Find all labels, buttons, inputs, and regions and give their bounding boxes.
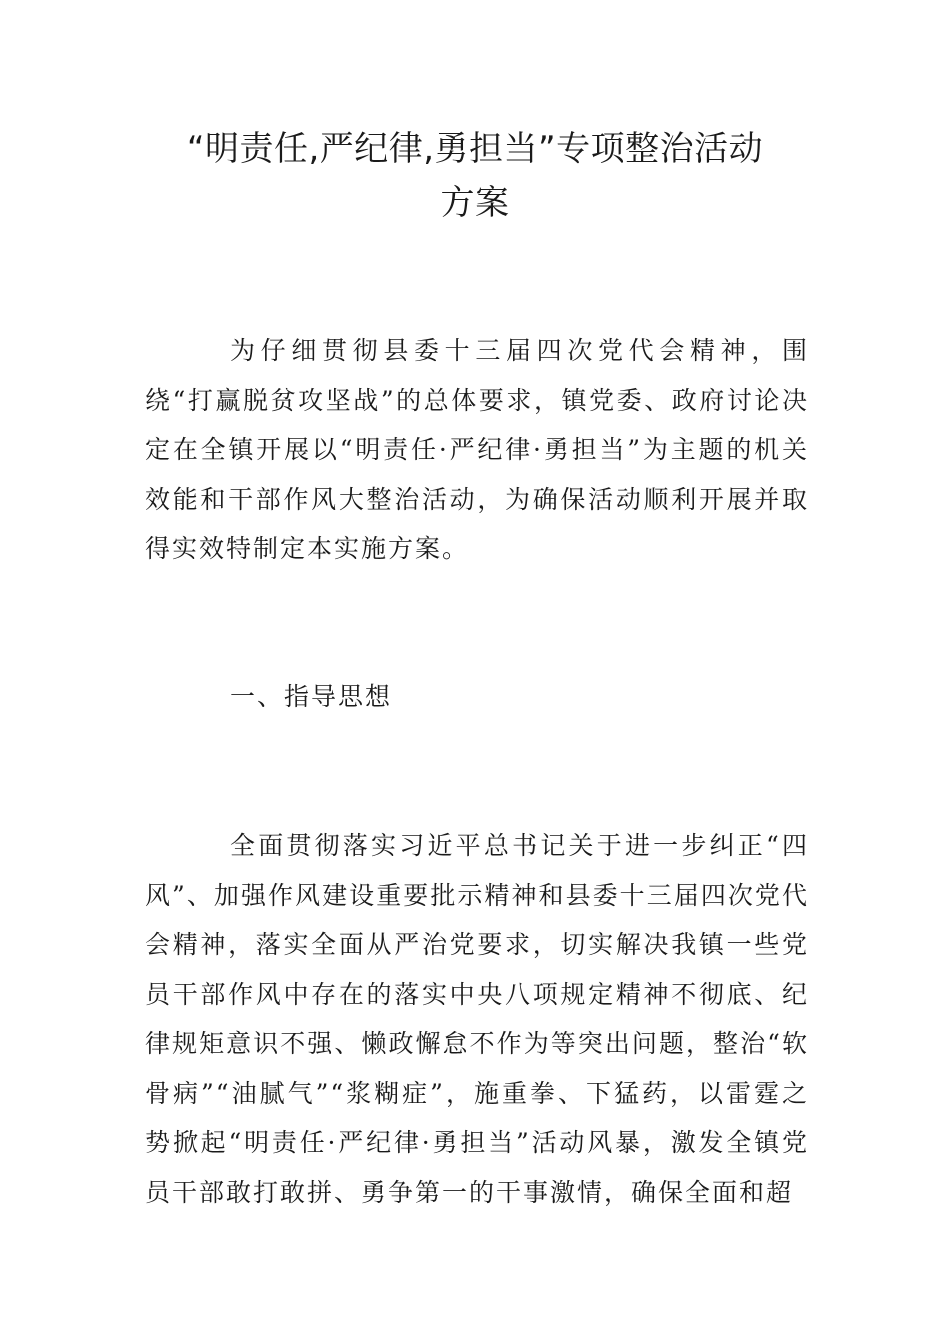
- document-title: [140, 122, 810, 230]
- title-line-1: “明责任,严纪律,勇担当”专项整治活动: [186, 129, 764, 169]
- section-heading-guiding-ideology: 一、指导思想: [230, 682, 393, 711]
- section-paragraph-guiding-ideology: 全面贯彻落实习近平总书记关于进一步纠正“四风”、加强作风建设重要批示精神和县委十三届四次党代会精神，落实全面从严治党要求，切实解决我镇一些党员干部作风中存在的落实中央八项规定精神不彻底、纪律规矩意识不强、懒政懈怠不作为等突出问题，整治“软骨病”“油腻气”“浆糊症”，施重拳、下猛药，以雷霆之势掀起“明责任·严纪律·勇担当”活动风暴，激发全镇党员干部敢打敢拼、勇争第一的干事激情，确保全面和超: [145, 831, 809, 1207]
- title-line-2: 方案: [440, 183, 510, 223]
- intro-paragraph: 为仔细贯彻县委十三届四次党代会精神，围绕“打赢脱贫攻坚战”的总体要求，镇党委、政府讨论决定在全镇开展以“明责任·严纪律·勇担当”为主题的机关效能和干部作风大整治活动，为确保活动顺利开展并取得实效特制定本实施方案。: [145, 336, 809, 563]
